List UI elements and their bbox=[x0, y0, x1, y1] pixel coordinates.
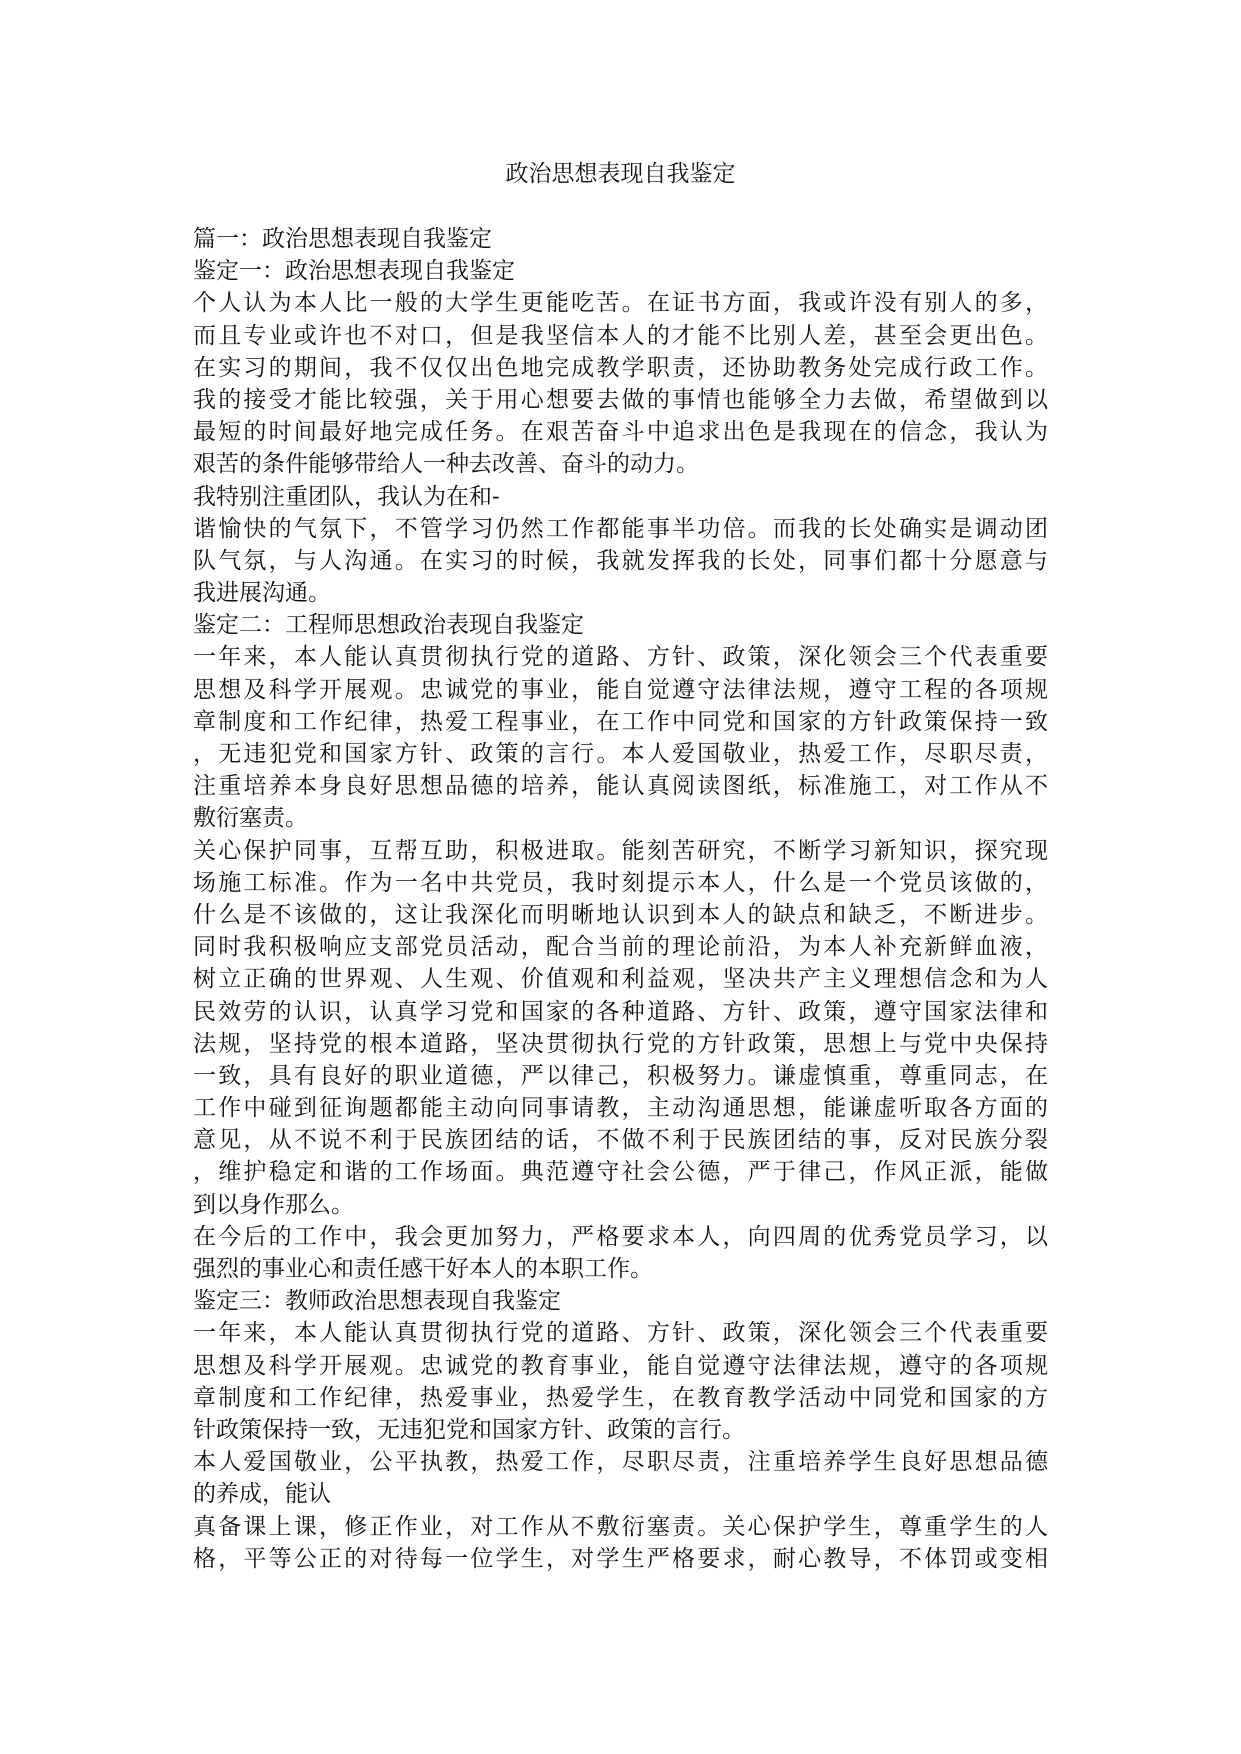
paragraph-line: ，维护稳定和谐的工作场面。典范遵守社会公德，严于律己，作风正派，能做 bbox=[193, 1159, 1048, 1186]
paragraph-line: 注重培养本身良好思想品德的培养，能认真阅读图纸，标准施工，对工作从不 bbox=[193, 773, 1048, 800]
paragraph-line: 队气氛，与人沟通。在实习的时候，我就发挥我的长处，同事们都十分愿意与 bbox=[193, 547, 1048, 574]
document-body bbox=[193, 223, 1048, 1575]
paragraph-line: 章制度和工作纪律，热爱工程事业，在工作中同党和国家的方针政策保持一致 bbox=[193, 708, 1048, 735]
document-title: 政治思想表现自我鉴定 bbox=[505, 161, 736, 187]
paragraph-line: ，无违犯党和国家方针、政策的言行。本人爱国敬业，热爱工作，尽职尽责， bbox=[193, 741, 1048, 767]
paragraph-line: 谐愉快的气氛下，不管学习仍然工作都能事半功倍。而我的长处确实是调动团 bbox=[193, 515, 1048, 542]
paragraph-line: 到以身作那么。 bbox=[193, 1191, 354, 1218]
paragraph-line: 一致，具有良好的职业道德，严以律己，积极努力。谦虚慎重，尊重同志，在 bbox=[193, 1062, 1048, 1089]
paragraph-line: 艰苦的条件能够带给人一种去改善、奋斗的动力。 bbox=[193, 451, 699, 478]
paragraph-line: 我进展沟通。 bbox=[193, 580, 331, 607]
paragraph-line: 法规，坚持党的根本道路，坚决贯彻执行党的方针政策，思想上与党中央保持 bbox=[193, 1030, 1048, 1057]
paragraph-line: 关心保护同事，互帮互助，积极进取。能刻苦研究，不断学习新知识，探究现 bbox=[193, 837, 1048, 864]
paragraph-line: 的养成，能认 bbox=[193, 1481, 331, 1508]
paragraph-line: 工作中碰到征询题都能主动向同事请教，主动沟通思想，能谦虚听取各方面的 bbox=[193, 1095, 1048, 1122]
paragraph-line: 格，平等公正的对待每一位学生，对学生严格要求，耐心教导，不体罚或变相 bbox=[193, 1545, 1048, 1572]
paragraph-line: 一年来，本人能认真贯彻执行党的道路、方针、政策，深化领会三个代表重要 bbox=[193, 644, 1048, 671]
section-heading: 篇一：政治思想表现自我鉴定 bbox=[193, 226, 492, 252]
paragraph-line: 民效劳的认识，认真学习党和国家的各种道路、方针、政策，遵守国家法律和 bbox=[193, 998, 1048, 1025]
paragraph-line: 思想及科学开展观。忠诚党的教育事业，能自觉遵守法律法规，遵守的各项规 bbox=[193, 1352, 1048, 1379]
paragraph-line: 场施工标准。作为一名中共党员，我时刻提示本人，什么是一个党员该做的， bbox=[193, 869, 1048, 896]
subsection-heading: 鉴定一：政治思想表现自我鉴定 bbox=[193, 258, 515, 285]
paragraph-line: 最短的时间最好地完成任务。在艰苦奋斗中追求出色是我现在的信念，我认为 bbox=[193, 419, 1048, 446]
paragraph-line: 敷衍塞责。 bbox=[193, 805, 308, 832]
paragraph-line: 章制度和工作纪律，热爱事业，热爱学生，在教育教学活动中同党和国家的方 bbox=[193, 1384, 1048, 1411]
paragraph-line: 个人认为本人比一般的大学生更能吃苦。在证书方面，我或许没有别人的多， bbox=[193, 290, 1048, 317]
paragraph-line: 一年来，本人能认真贯彻执行党的道路、方针、政策，深化领会三个代表重要 bbox=[193, 1320, 1048, 1347]
paragraph-line: 思想及科学开展观。忠诚党的事业，能自觉遵守法律法规，遵守工程的各项规 bbox=[193, 676, 1048, 703]
paragraph-line: 真备课上课，修正作业，对工作从不敷衍塞责。关心保护学生，尊重学生的人 bbox=[193, 1513, 1048, 1540]
paragraph-line: 而且专业或许也不对口，但是我坚信本人的才能不比别人差，甚至会更出色。 bbox=[193, 322, 1048, 349]
paragraph-line: 强烈的事业心和责任感干好本人的本职工作。 bbox=[193, 1256, 653, 1282]
paragraph-line: 同时我积极响应支部党员活动，配合当前的理论前沿，为本人补充新鲜血液， bbox=[193, 934, 1048, 961]
subsection-heading: 鉴定二：工程师思想政治表现自我鉴定 bbox=[193, 612, 584, 639]
paragraph-line: 我特别注重团队，我认为在和- bbox=[193, 483, 500, 510]
paragraph-line: 什么是不该做的，这让我深化而明晰地认识到本人的缺点和缺乏，不断进步。 bbox=[193, 901, 1048, 928]
paragraph-line: 在今后的工作中，我会更加努力，严格要求本人，向四周的优秀党员学习，以 bbox=[193, 1223, 1048, 1250]
subsection-heading: 鉴定三：教师政治思想表现自我鉴定 bbox=[193, 1288, 561, 1315]
paragraph-line: 我的接受才能比较强，关于用心想要去做的事情也能够全力去做，希望做到以 bbox=[193, 386, 1048, 413]
paragraph-line: 在实习的期间，我不仅仅出色地完成教学职责，还协助教务处完成行政工作。 bbox=[193, 354, 1048, 381]
paragraph-line: 意见，从不说不利于民族团结的话，不做不利于民族团结的事，反对民族分裂 bbox=[193, 1127, 1048, 1154]
paragraph-line: 针政策保持一致，无违犯党和国家方针、政策的言行。 bbox=[193, 1416, 745, 1443]
paragraph-line: 树立正确的世界观、人生观、价值观和利益观，坚决共产主义理想信念和为人 bbox=[193, 966, 1048, 993]
paragraph-line: 本人爱国敬业，公平执教，热爱工作，尽职尽责，注重培养学生良好思想品德 bbox=[193, 1449, 1048, 1476]
